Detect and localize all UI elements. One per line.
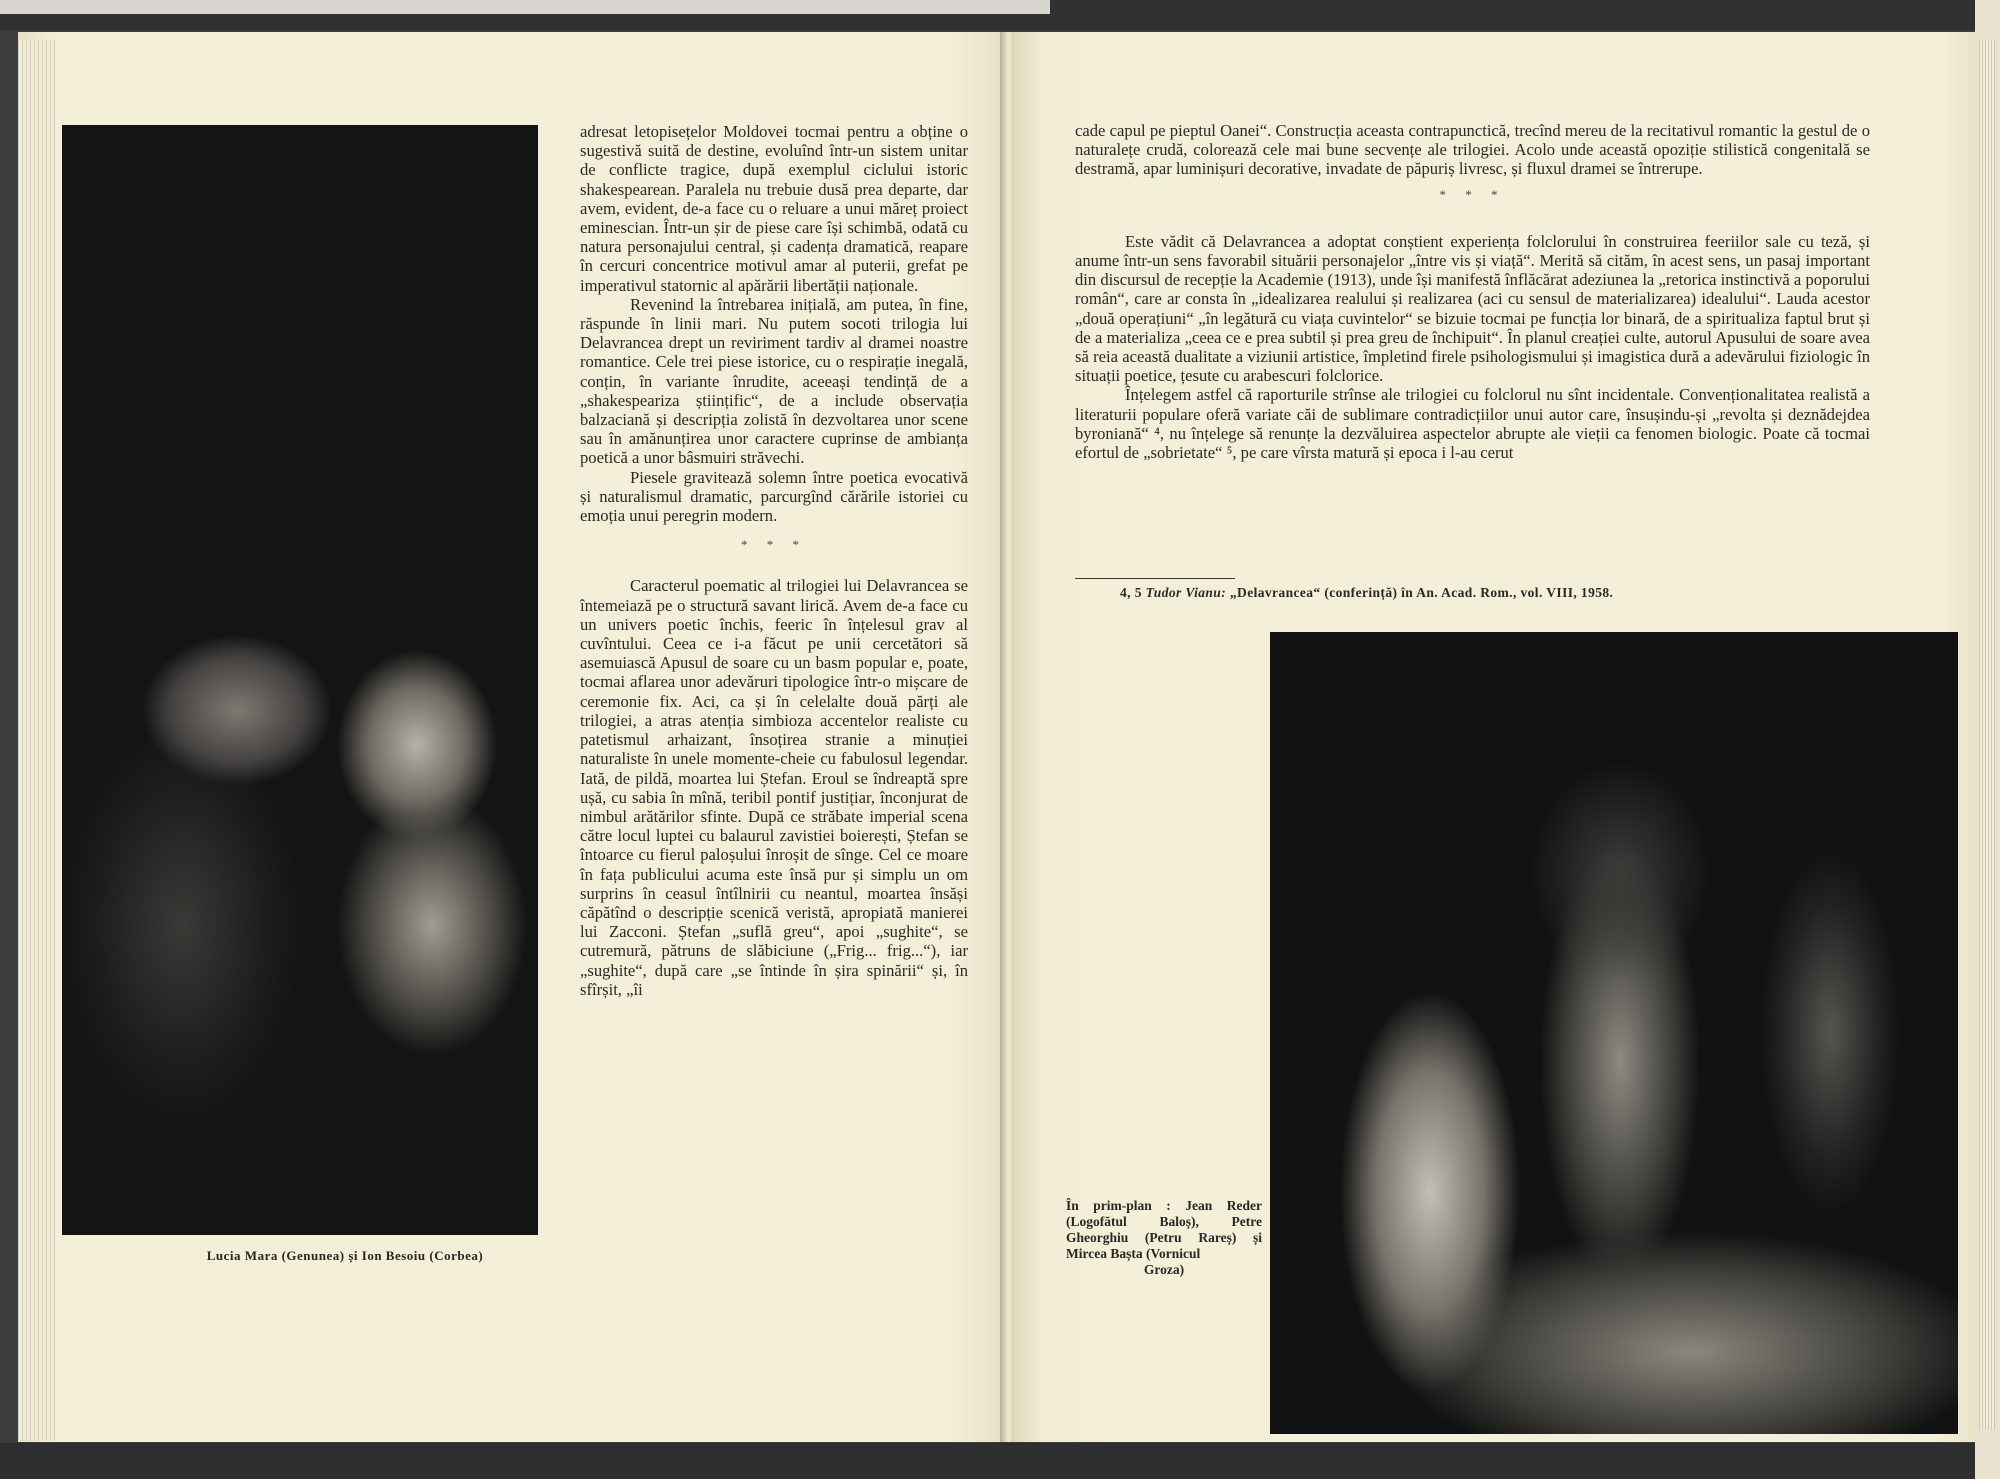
stage-photo-lucia-mara-ion-besoiu bbox=[62, 125, 538, 1235]
book-cover-bottom bbox=[0, 1443, 2000, 1479]
paragraph: Piesele gravitează solemn între poetica evocativă și naturalismul dramatic, parcurgînd cărările istoriei cu emoția unui peregrin modern. bbox=[580, 467, 968, 526]
section-separator: * * * bbox=[741, 537, 807, 553]
paragraph: Revenind la întrebarea inițială, am putea, în fine, răspunde în linii mari. Nu putem socoti trilogia lui Delavrancea drept un reviriment tardiv al dramei noastre romantice. Cele trei piese istorice, cu o respirație inegală, conțin, în variante înrudite, aceeași tendință de a „shakespeariza științific“, de a include observația balzaciană și descripția zolistă în dezvoltarea unor scene sau în amănunțirea unor caractere cuprinse de ambianța poetică a unor bâsmuiri străvechi. bbox=[580, 294, 968, 468]
caption-line: În prim-plan : Jean Reder (Logofătul Baloș), Petre Gheorghiu (Petru Rareș) și Mircea Bașta (Vornicul bbox=[1066, 1198, 1262, 1261]
book-cover-top bbox=[0, 0, 2000, 30]
photo-caption-left: Lucia Mara (Genunea) și Ion Besoiu (Corbea) bbox=[206, 1248, 484, 1263]
section-separator: * * * bbox=[1439, 186, 1506, 202]
paragraph: Înțelegem astfel că raporturile strînse ale trilogiei cu folclorul nu sînt incidentale. Convenționalitatea realistă a literaturii populare oferă variate căi de sublimare contradicțiilor unui autor care, însușindu-și „revolta și deznădejdea byroniană“ ⁴, nu înțelege să renunțe la dezvăluirea aspectelor abrupte ale vieții ca fenomen biologic. Poate că tocmai efortul de „sobrietate“ ⁵, pe care vîrsta matură și epoca i l-au cerut bbox=[1075, 385, 1870, 463]
photo-caption-right bbox=[1066, 1198, 1262, 1278]
footnote-text: „Delavrancea“ (conferință) în An. Acad. Rom., vol. VIII, 1958. bbox=[1229, 585, 1614, 600]
footnote-marks: 4, 5 bbox=[1120, 585, 1142, 600]
book-gutter bbox=[1000, 32, 1014, 1442]
paragraph: Caracterul poematic al trilogiei lui Delavrancea se întemeiază pe o structură savant lirică. Avem de-a face cu un univers poetic închis, feeric în înțelesul grav al cuvîntului. Ceea ce i-a făcut pe unii cercetători să asemuiască Apusul de soare cu un basm popular e, poate, tocmai aflarea unor adevăruri tipologice într-o mișcare de ceremonie fix. Aci, ca și în celelalte două părți ale trilogiei, a atras atenția simbioza accentelor realiste cu patetismul arhaizant, însoțirea stranie a minuției naturaliste în unele momente-cheie cu fabulosul legendar. Iată, de pildă, moartea lui Ștefan. Eroul se îndreaptă spre ușă, cu sabia în mînă, teribil pontif justițiar, înconjurat de nimbul arătărilor sfinte. După ce străbate imperial scena către locul luptei cu balaurul zavistiei boierești, Ștefan se întoarce cu fierul paloșului înroșit de sînge. Cel ce moare în fața publicului acuma este însă pur și simplu un om surprins în ceasul întîlnirii cu neantul, moartea însăși căpătînd o descripție scenică veristă, apropiată manierei lui Zacconi. Ștefan „suflă greu“, apoi „sughite“, se cutremură, pătruns de slăbiciune („Frig... frig...“), iar „sughite“, după care „se întinde în șira spinării“ și, în sfîrșit, „îi bbox=[580, 576, 968, 999]
page-edges-right bbox=[1975, 0, 2000, 1479]
caption-line: Groza) bbox=[1143, 1262, 1185, 1277]
paragraph: cade capul pe pieptul Oanei“. Construcția aceasta contrapunctică, trecînd mereu de la recitativul romantic la gestul de o naturalețe crudă, colorează cele mai bune secvențe ale trilogiei. Acolo unde această opoziție stilistică congenitală se destramă, apar luminișuri decorative, invadate de păpuriș livresc, și fluxul dramei se întrerupe. bbox=[1075, 121, 1870, 179]
footnote-author: Tudor Vianu: bbox=[1145, 585, 1227, 600]
paragraph: adresat letopisețelor Moldovei tocmai pentru a obține o sugestivă suită de destine, evoluînd într-un sistem unitar de conflicte tragice, după exemplul ciclului istoric shakespearean. Paralela nu trebuie dusă prea departe, dar avem, evident, de-a face cu o reluare a unui măreț proiect eminescian. Într-un șir de piese care își schimbă, odată cu natura personajului central, și cadența dramatică, reapare în cercuri concentrice motivul amar al puterii, grefat pe imperativul statornic al apărării libertății naționale. bbox=[580, 122, 968, 295]
stage-photo-jean-reder-petre-gheorghiu-mircea-basta bbox=[1270, 632, 1958, 1434]
paragraph: Este vădit că Delavrancea a adoptat conștient experiența folclorului în construirea feeriilor sale cu teză, și anume într-un sens favorabil situării personajelor „între vis și viață“. Merită să cităm, în acest sens, un pasaj important din discursul de recepție la Academie (1913), unde își manifestă înflăcărat adeziunea la „retorica instinctivă a poporului român“, care ar consta în „idealizarea realului și realizarea (aci cu sensul de materializarea) idealului“. Lauda acestor „două operațiuni“ „în legătură cu viața cuvintelor“ se bizuie tocmai pe funcția lor binară, de a spiritualiza faptul brut și de a materializa „ceea ce e prea subtil și prea greu de închipuit“. În planul creației culte, autorul Apusului de soare avea să reia această dualitate a viziunii artistice, împletind firele psihologismului și imagistica dură a adevărului fiziologic în situații poetice, țesute cu arabescuri folclorice. bbox=[1075, 231, 1870, 386]
page-edges-left bbox=[18, 40, 56, 1440]
footnote bbox=[1120, 585, 1880, 601]
right-text-column bbox=[1075, 121, 1870, 462]
footnote-rule bbox=[1075, 578, 1235, 579]
left-text-column bbox=[580, 122, 968, 999]
